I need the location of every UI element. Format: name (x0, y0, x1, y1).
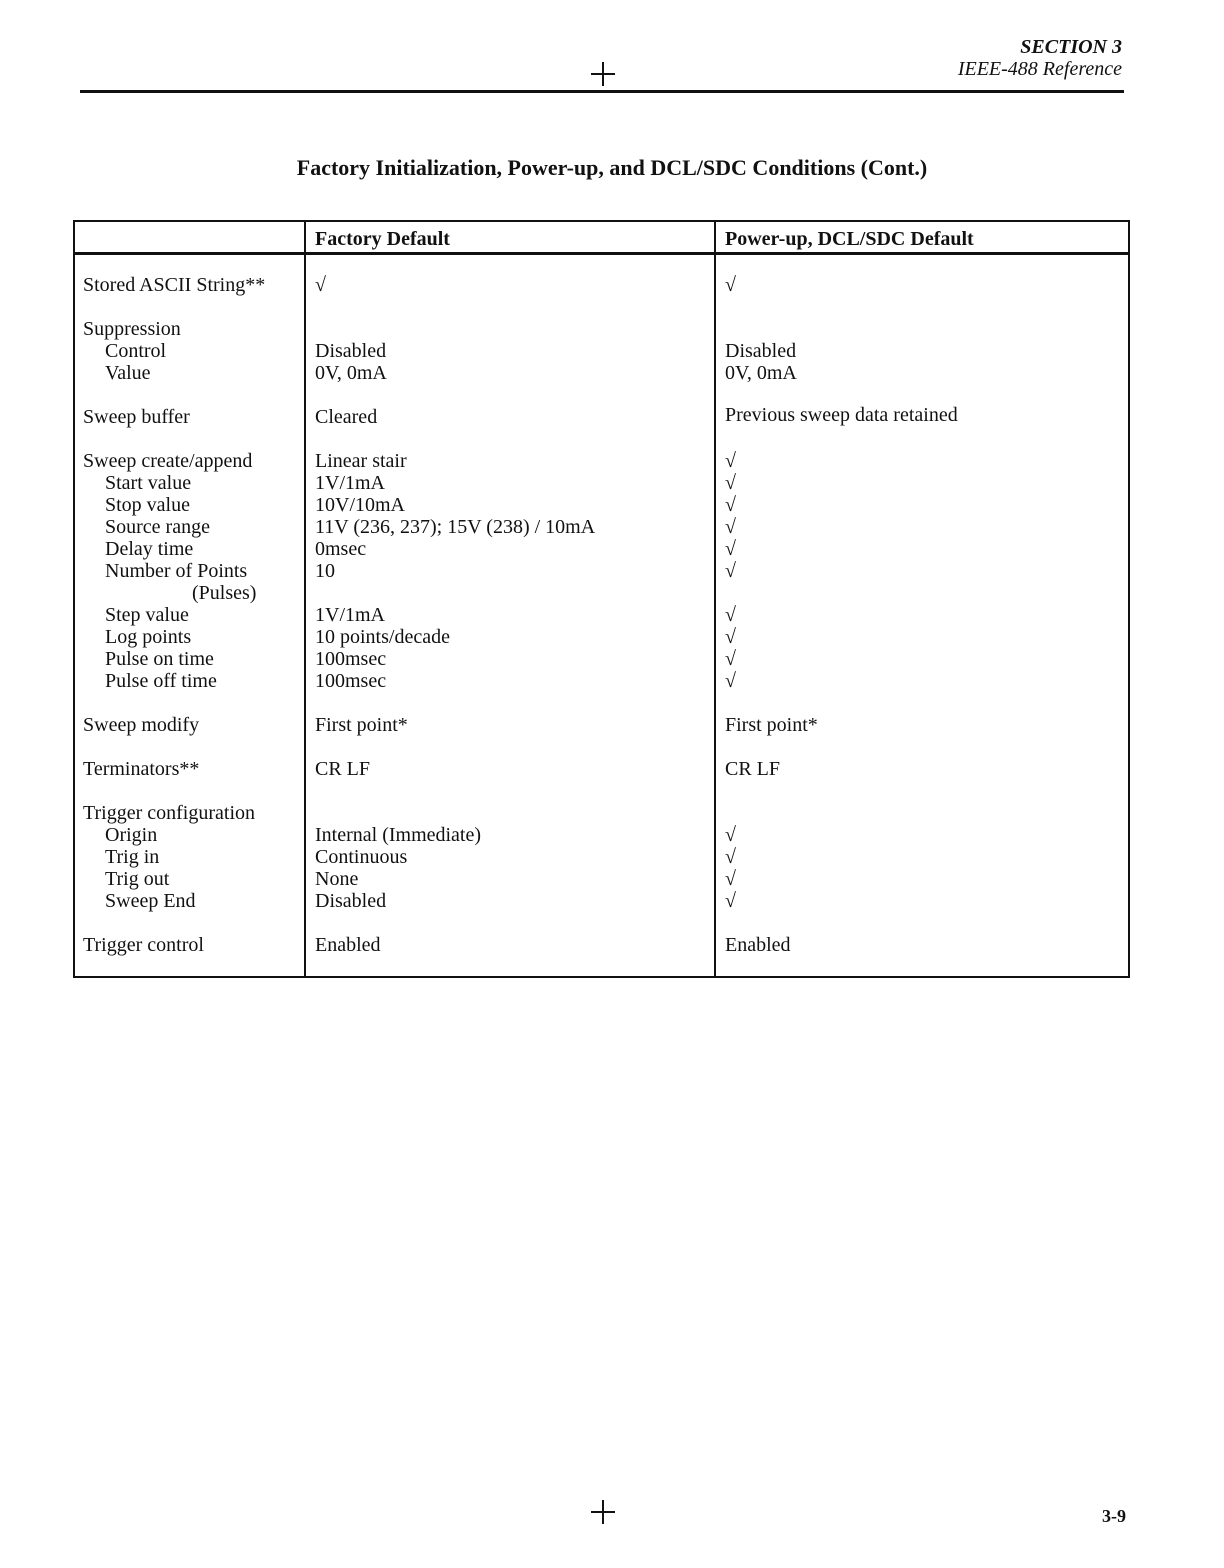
powerup-value: First point* (725, 714, 818, 736)
row-label: Sweep buffer (83, 406, 190, 428)
row-label: Sweep create/append (83, 450, 253, 472)
row-label: Suppression (83, 318, 181, 340)
row-label: Value (105, 362, 151, 384)
row-label: Trigger control (83, 934, 204, 956)
powerup-value: 0V, 0mA (725, 362, 797, 384)
powerup-value: √ (725, 846, 736, 868)
factory-value: First point* (315, 714, 408, 736)
factory-value: 100msec (315, 648, 387, 670)
powerup-value: CR LF (725, 758, 781, 780)
row-label: Stop value (105, 494, 190, 516)
powerup-value: √ (725, 604, 736, 626)
registration-mark-top (591, 62, 615, 86)
factory-value: Disabled (315, 890, 387, 912)
factory-value: 1V/1mA (315, 472, 385, 494)
row-label: Delay time (105, 538, 194, 560)
factory-value: 11V (236, 237); 15V (238) / 10mA (315, 516, 596, 538)
powerup-value: √ (725, 516, 736, 538)
factory-value: 10 points/decade (315, 626, 450, 648)
powerup-value: √ (725, 472, 736, 494)
powerup-value: √ (725, 274, 736, 296)
header-powerup-default: Power-up, DCL/SDC Default (725, 228, 974, 250)
section-label: SECTION 3 (1020, 36, 1122, 58)
powerup-value: √ (725, 868, 736, 890)
factory-value: Internal (Immediate) (315, 824, 482, 846)
row-label: Number of Points (105, 560, 248, 582)
factory-value: None (315, 868, 359, 890)
powerup-value: √ (725, 824, 736, 846)
powerup-value: √ (725, 890, 736, 912)
powerup-value: Disabled (725, 340, 797, 362)
row-label: Pulse on time (105, 648, 214, 670)
row-label: Stored ASCII String** (83, 274, 266, 296)
header-divider (75, 252, 1128, 255)
row-label: Trigger configuration (83, 802, 256, 824)
powerup-value: √ (725, 648, 736, 670)
row-label: Sweep modify (83, 714, 200, 736)
powerup-value: √ (725, 626, 736, 648)
factory-value: 10 (315, 560, 335, 582)
powerup-value: √ (725, 494, 736, 516)
powerup-value: Enabled (725, 934, 791, 956)
row-label: Terminators** (83, 758, 200, 780)
row-label: (Pulses) (192, 582, 257, 604)
factory-value: 0msec (315, 538, 367, 560)
factory-value: Cleared (315, 406, 378, 428)
row-label: Source range (105, 516, 210, 538)
factory-value: CR LF (315, 758, 371, 780)
factory-value: 0V, 0mA (315, 362, 387, 384)
row-label: Sweep End (105, 890, 196, 912)
powerup-value: Previous sweep data retained (725, 404, 958, 426)
row-label: Trig in (105, 846, 160, 868)
registration-mark-bottom (591, 1500, 615, 1524)
factory-value: Enabled (315, 934, 381, 956)
header-rule (80, 90, 1124, 93)
row-label: Log points (105, 626, 192, 648)
row-label: Pulse off time (105, 670, 217, 692)
row-label: Start value (105, 472, 192, 494)
powerup-value: √ (725, 450, 736, 472)
row-label: Step value (105, 604, 189, 626)
column-divider-2 (714, 222, 716, 976)
powerup-value: √ (725, 670, 736, 692)
factory-value: 10V/10mA (315, 494, 405, 516)
factory-value: Linear stair (315, 450, 407, 472)
row-label: Trig out (105, 868, 170, 890)
conditions-table (73, 220, 1130, 978)
row-label: Control (105, 340, 167, 362)
page-title: Factory Initialization, Power-up, and DCL/SDC Conditions (Cont.) (296, 155, 928, 180)
section-subtitle: IEEE-488 Reference (957, 58, 1122, 80)
page-number: 3-9 (1102, 1506, 1126, 1526)
factory-value: Continuous (315, 846, 408, 868)
row-label: Origin (105, 824, 158, 846)
powerup-value: √ (725, 538, 736, 560)
factory-value: 1V/1mA (315, 604, 385, 626)
column-divider-1 (304, 222, 306, 976)
powerup-value: √ (725, 560, 736, 582)
factory-value: √ (315, 274, 326, 296)
factory-value: Disabled (315, 340, 387, 362)
factory-value: 100msec (315, 670, 387, 692)
page-header (958, 36, 1122, 80)
header-factory-default: Factory Default (315, 228, 450, 250)
